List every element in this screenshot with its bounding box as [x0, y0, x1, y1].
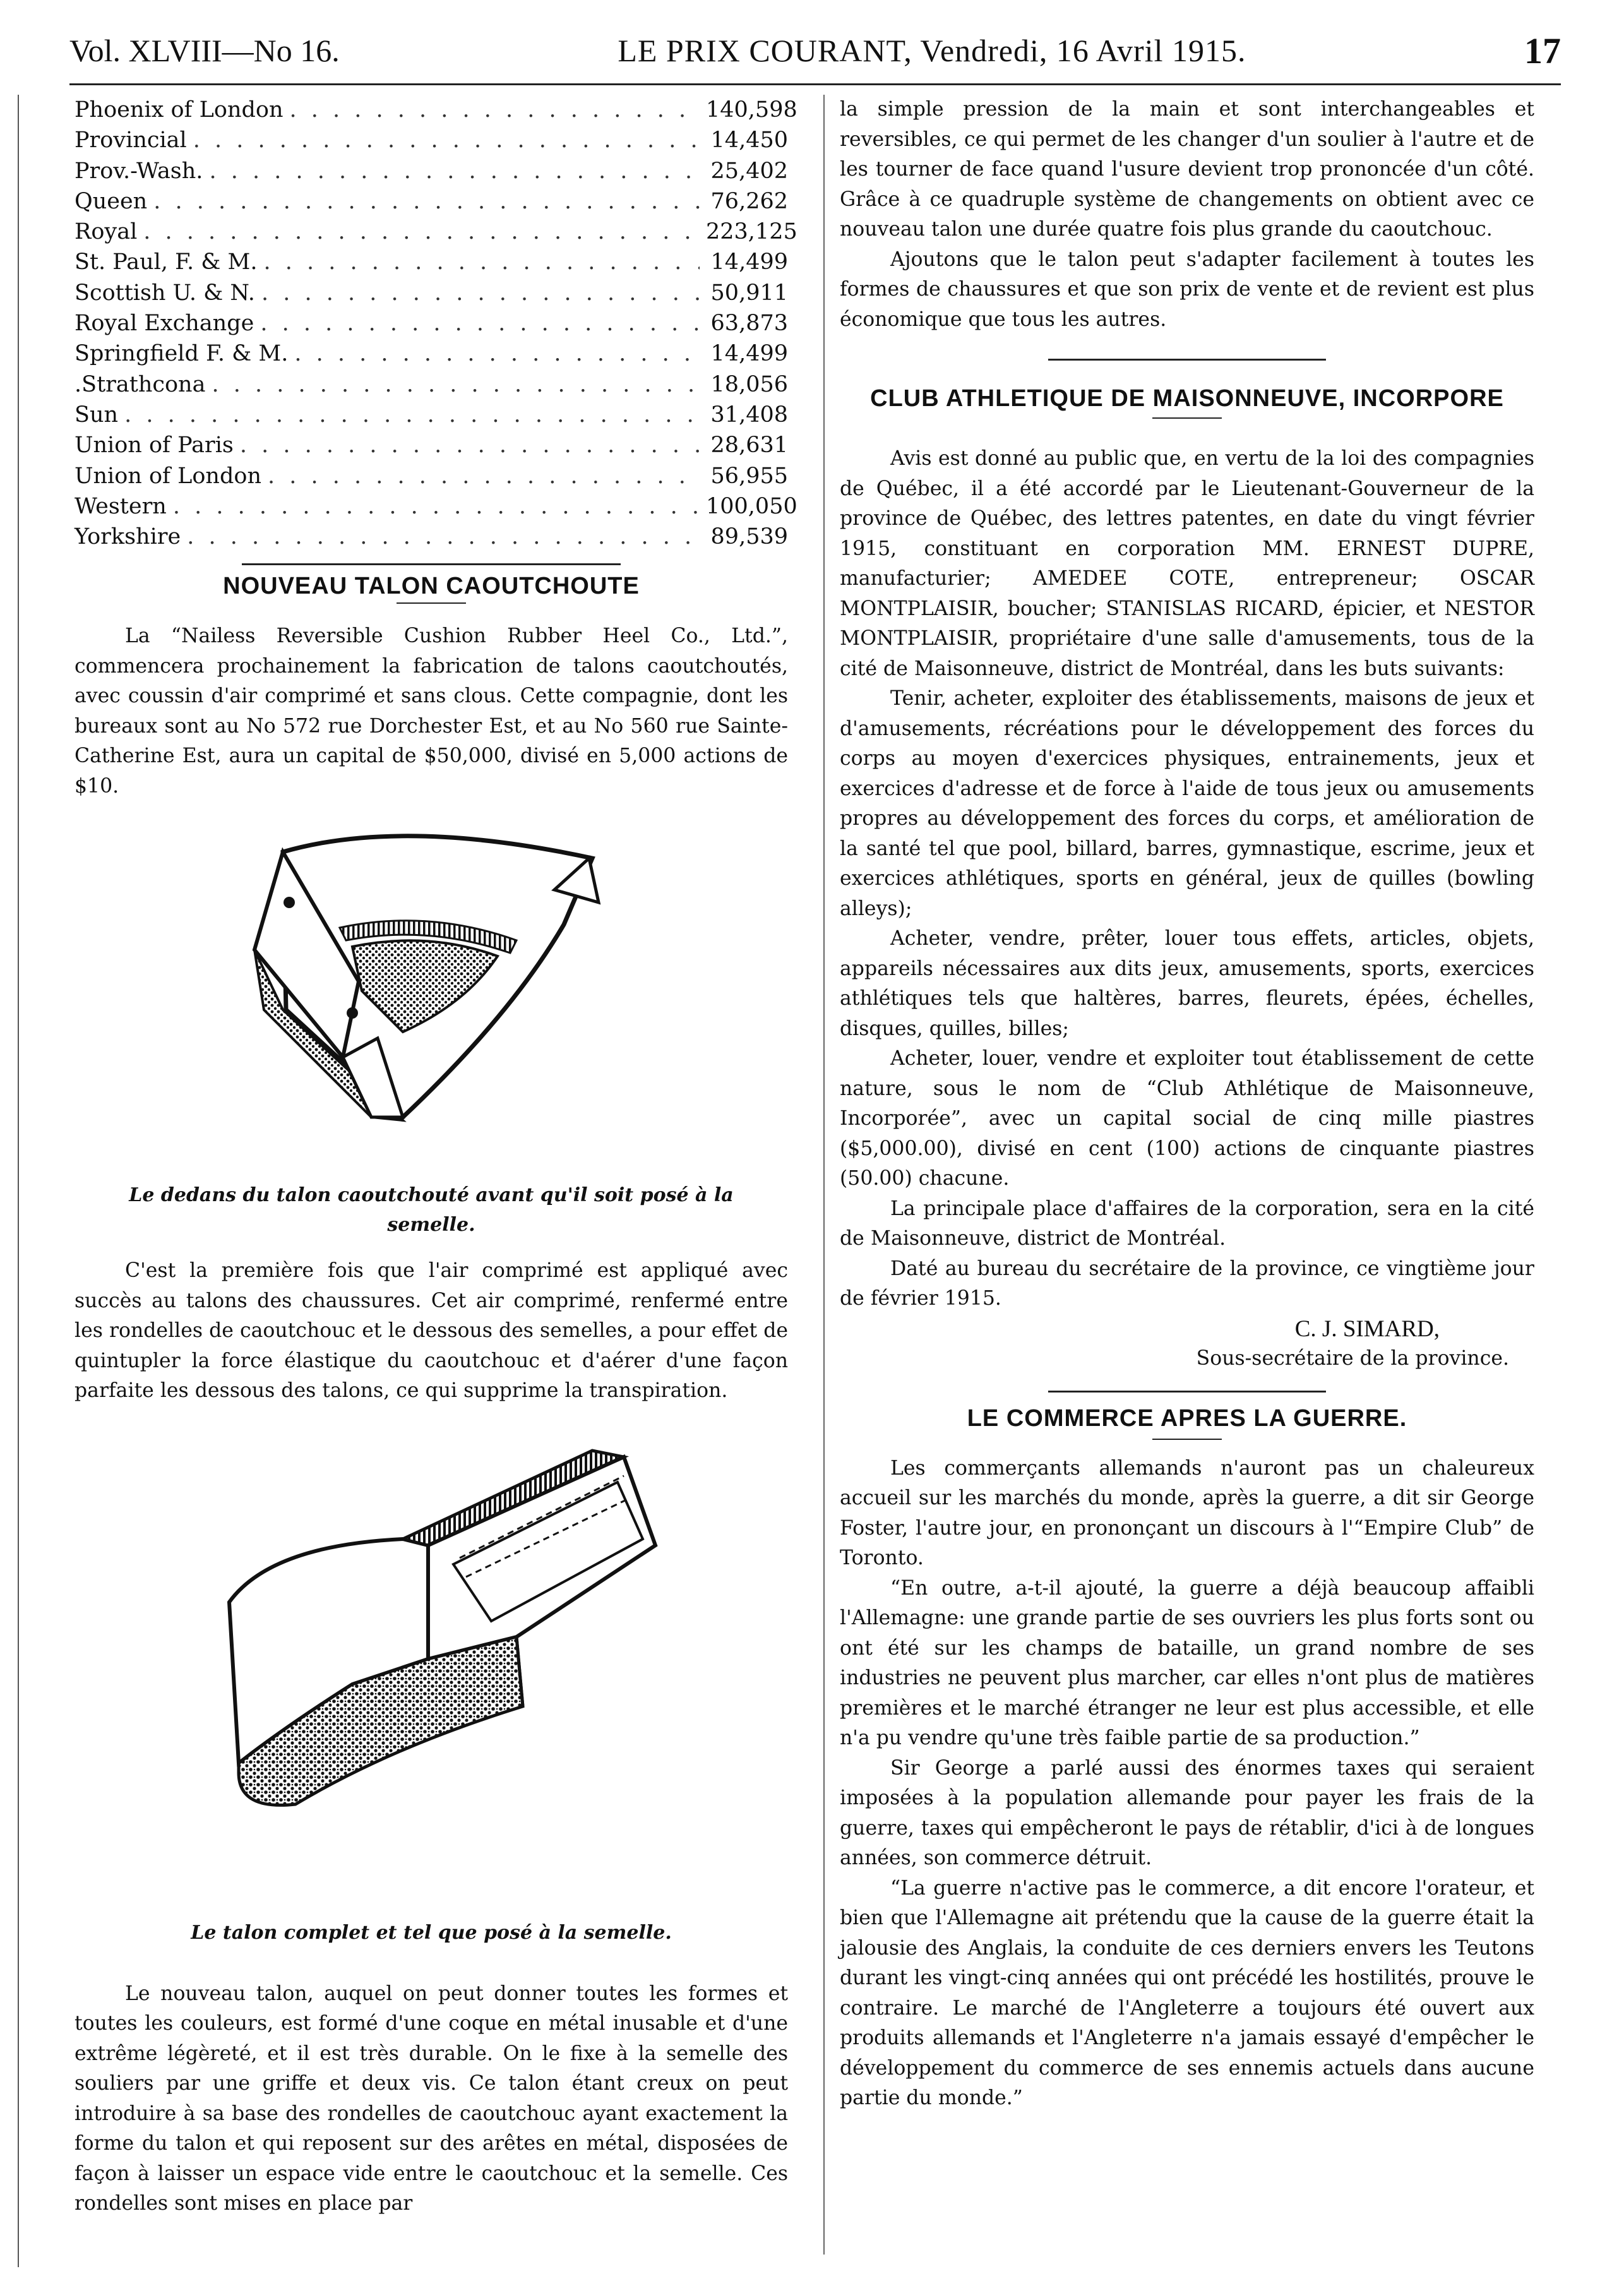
signature-name: C. J. SIMARD, — [1294, 1315, 1440, 1342]
company-amount: 14,450 — [710, 128, 788, 153]
commerce-paragraph-4: “La guerre n'active pas le commerce, a dit encore l'orateur, et bien que l'Allemagne ait prétendu que la cause de la guerre était la jalousie des Anglais, la conduite de ces derniers envers les Teutons durant les vingt-cinq années qui ont précédé les hostilités, prouve le contraire. Le marché de l'Angleterre a toujours été ouvert aux produits allemands et l'Angleterre n'a jamais essayé d'empêcher le développement du commerce de ses ennemis actuels dans aucune partie du monde.” — [840, 1876, 1534, 2109]
dot-leader — [268, 461, 700, 491]
commerce-heading: LE COMMERCE APRES LA GUERRE. — [967, 1405, 1407, 1432]
heel-article-paragraph-3: Le nouveau talon, auquel on peut donner toutes les formes et toutes les couleurs, est formé d'une coque en métal inusable et d'une extrême légèreté, et il est très durable. On le fixe à la semelle des souliers par une griffe et deux vis. Ce talon étant creux on peut introduire à sa base des rondelles de caoutchouc ayant exactement la forme du talon et qui reposent sur des arêtes en métal, disposées de façon à laisser un espace vide entre le caoutchouc et la semelle. Ces rondelles sont mises en place par — [75, 1982, 788, 2215]
company-name: Royal — [75, 219, 138, 245]
company-row — [75, 156, 788, 186]
dot-leader — [143, 217, 700, 247]
company-amount: 14,499 — [710, 249, 788, 275]
company-row — [75, 125, 788, 155]
commerce-paragraph-2: “En outre, a-t-il ajouté, la guerre a déjà beaucoup affaibli l'Allemagne: une grande partie de ses ouvriers les plus forts sont ou ont été sur les champs de bataille, un grand nombre de ses industries ne peuvent plus marcher, car elles n'ont plus de matières premières et le marché étranger ne leur est plus accessible, et elle n'a pu vendre qu'une très faible partie de sa production.” — [840, 1576, 1534, 1749]
company-name: Prov.-Wash. — [75, 158, 203, 184]
company-row — [75, 247, 788, 277]
signature-block — [840, 1314, 1534, 1345]
company-row — [75, 522, 788, 552]
heel-article-paragraph-2: C'est la première fois que l'air comprimé est appliqué avec succès au talons des chaussures. Cet air comprimé, renfermé entre les rondelles de caoutchouc et le dessous des semelles, a pour effet de quintupler la force élastique du caoutchouc et d'aérer d'une façon parfaite les dessous des talons, ce qui supprime la transpiration. — [75, 1259, 788, 1403]
club-paragraph-5: La principale place d'affaires de la corporation, sera en la cité de Maisonneuve, district de Montréal. — [840, 1197, 1534, 1250]
company-name: Phoenix of London — [75, 97, 284, 123]
company-row — [75, 461, 788, 491]
company-name: Sun — [75, 402, 119, 428]
company-name: Scottish U. & N. — [75, 280, 255, 306]
heel-complete-caption: Le talon complet et tel que posé à la semelle. — [191, 1921, 672, 1944]
company-row — [75, 369, 788, 400]
company-name: Queen — [75, 188, 148, 214]
company-amount: 28,631 — [710, 433, 788, 458]
company-amount: 63,873 — [710, 311, 788, 337]
heel-continued-paragraph-1: la simple pression de la main et sont interchangeables et reversibles, ce qui permet de les changer d'un soulier à l'autre et de les tourner de face quand l'usure devient trop prononcée d'un côté. Grâce à ce quadruple système de changements on obtient avec ce nouveau talon une durée quatre fois plus grande du caoutchouc. — [840, 98, 1534, 241]
company-row — [75, 308, 788, 338]
heel-article-heading: NOUVEAU TALON CAOUTCHOUTE — [223, 573, 640, 600]
dot-leader — [260, 308, 700, 338]
company-amount: 18,056 — [710, 371, 788, 397]
company-name: .Strathcona — [75, 371, 206, 397]
company-row — [75, 278, 788, 308]
company-amount: 100,050 — [706, 493, 797, 519]
running-head — [69, 25, 1561, 76]
page-edge-line — [18, 95, 19, 2267]
company-amount: 89,539 — [710, 524, 788, 550]
dot-leader — [193, 125, 700, 155]
club-paragraph-2: Tenir, acheter, exploiter des établissements, maisons de jeux et d'amusements, récréations pour le développement des forces du corps au moyen d'exercices physiques, entrainements, jeux et exercices d'adresse et de force à l'aide de tous jeux ou amusements propres au développement des forces du corps, et amélioration de la santé tel que pool, billard, barres, gymnastique, escrime, jeux et exercices athlétiques, sports en général, jeux de quilles (bowling alleys); — [840, 687, 1534, 920]
company-name: Royal Exchange — [75, 311, 254, 337]
company-row — [75, 186, 788, 217]
heel-article-paragraph-1: La “Nailess Reversible Cushion Rubber Heel Co., Ltd.”, commencera prochainement la fabrication de talons caoutchoutés, avec coussin d'air comprimé et sans clous. Cette compagnie, dont les bureaux sont au No 572 rue Dorchester Est, et au No 560 rue Sainte-Catherine Est, aura un capital de $50,000, divisé en 5,000 actions de $10. — [75, 625, 788, 798]
company-name: Union of London — [75, 463, 261, 489]
signature-title: Sous-secrétaire de la province. — [1196, 1347, 1509, 1370]
section-rule — [1048, 359, 1326, 361]
dot-leader — [240, 430, 700, 460]
company-name: Springfield F. & M. — [75, 341, 289, 367]
left-column — [75, 95, 797, 2263]
page-number: 17 — [1524, 30, 1561, 71]
header-rule — [69, 83, 1561, 85]
company-amount: 25,402 — [710, 158, 788, 184]
dot-leader — [153, 186, 700, 217]
dot-leader — [261, 278, 700, 308]
section-rule — [242, 563, 621, 565]
dot-leader — [187, 522, 700, 552]
company-amount: 56,955 — [710, 463, 788, 489]
column-divider — [823, 95, 825, 2255]
dot-leader — [290, 95, 700, 125]
company-amount: 76,262 — [710, 188, 788, 214]
insurance-company-table — [75, 95, 797, 552]
volume-number: Vol. XLVIII—No 16. — [69, 33, 340, 68]
section-rule — [1048, 1391, 1326, 1393]
commerce-paragraph-1: Les commerçants allemands n'auront pas un chaleureux accueil sur les marchés du monde, après la guerre, a dit sir George Foster, l'autre jour, en prononçant un discours à l'“Empire Club” de Toronto. — [840, 1456, 1534, 1569]
club-paragraph-1: Avis est donné au public que, en vertu de la loi des compagnies de Québec, il a été accordé par le Lieutenant-Gouverneur de la province de Québec, des lettres patentes, en date du vingt février 1915, constituant en corporation MM. ERNEST DUPRE, manufacturier; AMEDEE COTE, entrepreneur; OSCAR MONTPLAISIR, boucher; STANISLAS RICARD, épicier, et NESTOR MONTPLAISIR, propriétaire d'une salle d'amusements, tous de la cité de Maisonneuve, district de Montréal, dans les buts suivants: — [840, 447, 1534, 680]
heading-underline — [1152, 417, 1222, 419]
club-paragraph-3: Acheter, vendre, prêter, louer tous effets, articles, objets, appareils nécessaires aux dits jeux, amusements, sports, exercices athlétiques tels que haltères, barres, fleurets, épées, échelles, disques, quilles, billes; — [840, 927, 1534, 1040]
heading-underline — [397, 602, 466, 604]
company-name: Yorkshire — [75, 524, 181, 550]
company-row — [75, 217, 797, 247]
heel-inside-caption: Le dedans du talon caoutchouté avant qu'il soit posé à la semelle. — [129, 1184, 734, 1237]
company-amount: 31,408 — [710, 402, 788, 428]
company-name: Provincial — [75, 128, 187, 153]
club-heading: CLUB ATHLETIQUE DE MAISONNEUVE, INCORPORE — [870, 385, 1504, 412]
company-name: Union of Paris — [75, 433, 234, 458]
dot-leader — [212, 369, 700, 400]
company-name: St. Paul, F. & M. — [75, 249, 258, 275]
dot-leader — [124, 400, 700, 430]
company-amount: 14,499 — [710, 341, 788, 367]
heel-inside-illustration — [75, 820, 788, 1174]
company-name: Western — [75, 493, 167, 519]
commerce-paragraph-3: Sir George a parlé aussi des énormes taxes qui seraient imposées à la population allemande pour payer les frais de la guerre, taxes qui empêcheront le pays de rétablir, d'ici à de longues années, son commerce détruit. — [840, 1756, 1534, 1869]
heading-underline — [1152, 1439, 1222, 1440]
heel-inside-drawing — [75, 820, 788, 1174]
heel-continued-paragraph-2: Ajoutons que le talon peut s'adapter facilement à toutes les formes de chaussures et que son prix de vente et de revient est plus économique que tous les autres. — [840, 248, 1534, 331]
heel-complete-drawing — [75, 1419, 788, 1924]
company-amount: 223,125 — [706, 219, 797, 245]
right-column — [840, 95, 1534, 2263]
company-row — [75, 95, 797, 125]
dot-leader — [294, 338, 700, 369]
dot-leader — [263, 247, 700, 277]
dot-leader — [173, 491, 700, 522]
company-row — [75, 400, 788, 430]
club-paragraph-6: Daté au bureau du secrétaire de la province, ce vingtième jour de février 1915. — [840, 1257, 1534, 1310]
company-row — [75, 491, 797, 522]
heel-complete-illustration — [75, 1419, 788, 1924]
company-row — [75, 430, 788, 460]
publication-title: LE PRIX COURANT, Vendredi, 16 Avril 1915. — [618, 33, 1246, 68]
company-amount: 140,598 — [706, 97, 797, 123]
club-paragraph-4: Acheter, louer, vendre et exploiter tout établissement de cette nature, sous le nom de “Club Athlétique de Maisonneuve, Incorporée”, avec un capital social de cinq mille piastres ($5,000.00), divisé en cent (100) actions de cinquante piastres (50.00) chacune. — [840, 1047, 1534, 1190]
dot-leader — [209, 156, 700, 186]
company-amount: 50,911 — [710, 280, 788, 306]
company-row — [75, 338, 788, 369]
